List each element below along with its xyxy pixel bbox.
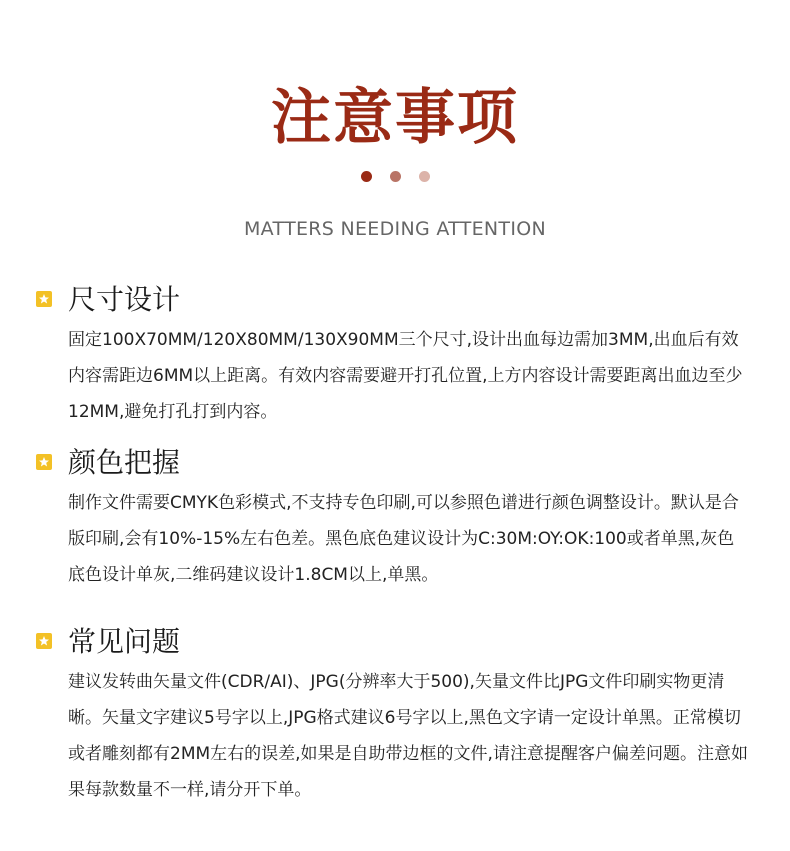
section-body: 制作文件需要CMYK色彩模式,不支持专色印刷,可以参照色谱进行颜色调整设计。默认是合版印刷,会有10%-15%左右色差。黑色底色建议设计为C:30M:OY:OK:100或者单黑,灰色底色设计单灰,二维码建议设计1.8CM以上,单黑。 [68,493,739,585]
section-header [36,443,756,483]
section-header [36,622,756,662]
section-title: 颜色把握 [68,446,181,479]
section-title: 尺寸设计 [68,283,181,316]
dot-3 [419,171,430,182]
section-size-design [36,280,756,430]
dot-1 [361,171,372,182]
dot-2 [390,171,401,182]
title-dots-decoration [0,171,790,182]
star-bullet-icon [36,633,52,649]
section-body: 固定100X70MM/120X80MM/130X90MM三个尺寸,设计出血每边需加3MM,出血后有效内容需距边6MM以上距离。有效内容需要避开打孔位置,上方内容设计需要距离出血边至少12MM,避免打孔打到内容。 [68,330,743,422]
section-body: 建议发转曲矢量文件(CDR/AI)、JPG(分辨率大于500),矢量文件比JPG文件印刷实物更清晰。矢量文字建议5号字以上,JPG格式建议6号字以上,黑色文字请一定设计单黑。正常模切或者雕刻都有2MM左右的误差,如果是自助带边框的文件,请注意提醒客户偏差问题。注意如果每款数量不一样,请分开下单。 [68,672,748,800]
section-title: 常见问题 [68,625,181,658]
page-title: 注意事项 [271,83,519,153]
star-bullet-icon [36,291,52,307]
section-header [36,280,756,320]
star-bullet-icon [36,454,52,470]
page-subtitle: MATTERS NEEDING ATTENTION [243,218,547,240]
section-common-issues [36,622,756,808]
section-color-control [36,443,756,593]
